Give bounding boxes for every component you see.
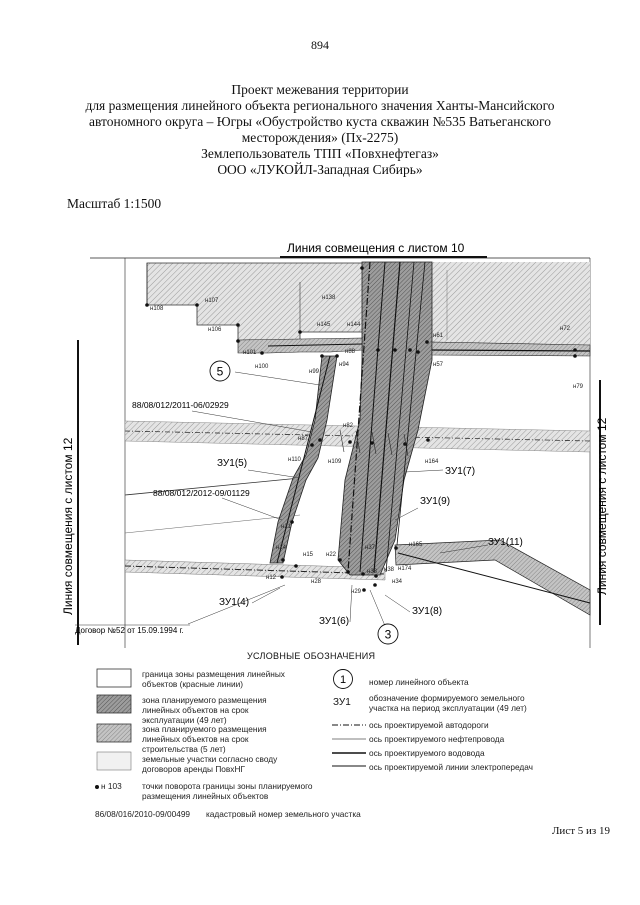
label-n29: н29 (351, 589, 361, 595)
label-n109: н109 (328, 459, 342, 465)
label-n33: н33 (367, 569, 377, 575)
label-n145: н145 (317, 322, 331, 328)
label-n21: н21 (281, 524, 291, 530)
label-n106: н106 (208, 327, 222, 333)
title-line-1: Проект межевания территории (231, 82, 409, 97)
label-n110: н110 (288, 457, 301, 463)
label-n22: н22 (326, 552, 336, 558)
legend-plot-label: обозначение формируемого земельного участка на период эксплуатации (49 лет) (369, 693, 527, 713)
label-n82: н82 (343, 423, 353, 429)
label-n165: н165 (409, 542, 423, 548)
legend-line-power: ось проектируемой линии электропередач (369, 762, 533, 772)
svg-text:3: 3 (384, 627, 392, 642)
legend-circle-icon (332, 668, 354, 690)
svg-text:1: 1 (339, 674, 347, 686)
label-n37: н37 (365, 545, 375, 551)
legend-item-4: земельные участки согласно своду договоров аренды ПовхНГ (142, 754, 278, 774)
match-line-left-label: Линия совмещения с листом 12 (61, 437, 75, 615)
label-n12: н12 (266, 575, 276, 581)
label-n34: н34 (392, 579, 402, 585)
label-n108: н108 (150, 306, 164, 312)
title-line-2: для размещения линейного объекта регионального значения Ханты-Мансийского (85, 98, 555, 113)
swatch-red-lines (97, 669, 131, 687)
sheet-label: Лист 5 из 19 (551, 825, 610, 837)
swatch-operation-zone (97, 695, 131, 713)
legend-line-oil: ось проектируемого нефтепровода (369, 734, 505, 744)
plot-zu1-6: ЗУ1(6) (319, 616, 350, 627)
page-number: 894 (311, 38, 329, 52)
legend-circle-label: номер линейного объекта (369, 677, 469, 687)
legend-line-samples (330, 719, 370, 771)
label-n61: н61 (433, 333, 443, 339)
plot-zu1-5: ЗУ1(5) (217, 458, 248, 469)
contract-label: Договор №52 от 15.09.1994 г. (75, 626, 184, 635)
map-scale: Масштаб 1:1500 (67, 196, 162, 211)
label-n14: н14 (276, 545, 286, 551)
plot-zu1-9: ЗУ1(9) (420, 496, 451, 507)
legend-line-road: ось проектируемой автодороги (369, 720, 489, 730)
plot-zu1-4: ЗУ1(4) (219, 597, 250, 608)
title-line-4: месторождения» (Пх-2275) (241, 130, 399, 145)
label-n88: н88 (345, 349, 355, 355)
match-line-top-label: Линия совмещения с листом 10 (287, 241, 465, 255)
match-line-right-label: Линия совмещения с листом 12 (595, 417, 609, 595)
cadastral-number-2: 88/08/012/2012-09/01129 (153, 488, 250, 498)
label-n107: н107 (205, 298, 219, 304)
plot-zu1-11: ЗУ1(11) (488, 537, 523, 548)
legend-heading: УСЛОВНЫЕ ОБОЗНАЧЕНИЯ (247, 651, 376, 661)
legend-item-3: зона планируемого размещения линейных объектов на срок строительства (5 лет) (142, 724, 267, 754)
label-n138: н138 (322, 295, 336, 301)
label-n101: н101 (243, 350, 257, 356)
title-line-3: автономного округа – Югры «Обустройство куста скважин №535 Ватьеганского (89, 114, 551, 129)
label-n99: н99 (309, 369, 319, 375)
label-n164: н164 (425, 459, 439, 465)
legend-line-water: ось проектируемого водовода (369, 748, 485, 758)
legend-cadastral-label: кадастровый номер земельного участка (206, 809, 361, 819)
label-n28: н28 (311, 579, 321, 585)
swatch-construction-zone (97, 724, 131, 742)
plot-zu1-7: ЗУ1(7) (445, 466, 476, 477)
title-line-5: Землепользователь ТПП «Повхнефтегаз» (201, 146, 439, 161)
legend-item-5: точки поворота границы зоны планируемого размещения линейных объектов (142, 781, 313, 801)
legend-swatches (95, 667, 135, 817)
label-n94: н94 (339, 362, 349, 368)
lease-area-top (147, 263, 375, 341)
legend-item-2: зона планируемого размещения линейных объектов на срок эксплуатации (49 лет) (142, 695, 267, 725)
label-n144: н144 (347, 322, 361, 328)
legend-cadastral-example: 86/08/016/2010-09/00499 (95, 809, 191, 819)
label-n57: н57 (433, 362, 443, 368)
label-n87: н87 (298, 436, 308, 442)
label-n100: н100 (255, 364, 269, 370)
boundary-line-2 (125, 515, 300, 533)
legend-point-marker: н 103 (95, 781, 122, 791)
object-circle-3 (378, 624, 398, 644)
label-n174: н174 (398, 566, 412, 572)
label-n72: н72 (560, 326, 570, 332)
legend-item-1: граница зоны размещения линейных объектов (красные линии) (142, 669, 285, 689)
svg-text:5: 5 (216, 364, 224, 379)
object-circle-5 (210, 361, 230, 381)
label-n15: н15 (303, 552, 313, 558)
cadastral-number-1: 88/08/012/2011-06/02929 (132, 400, 229, 410)
legend-plot-example: ЗУ1 (333, 697, 351, 708)
title-line-6: ООО «ЛУКОЙЛ-Западная Сибирь» (217, 162, 423, 177)
label-n79: н79 (573, 384, 583, 390)
plot-zu1-8: ЗУ1(8) (412, 606, 443, 617)
label-n38: н38 (384, 567, 394, 573)
swatch-lease-plots (97, 752, 131, 770)
